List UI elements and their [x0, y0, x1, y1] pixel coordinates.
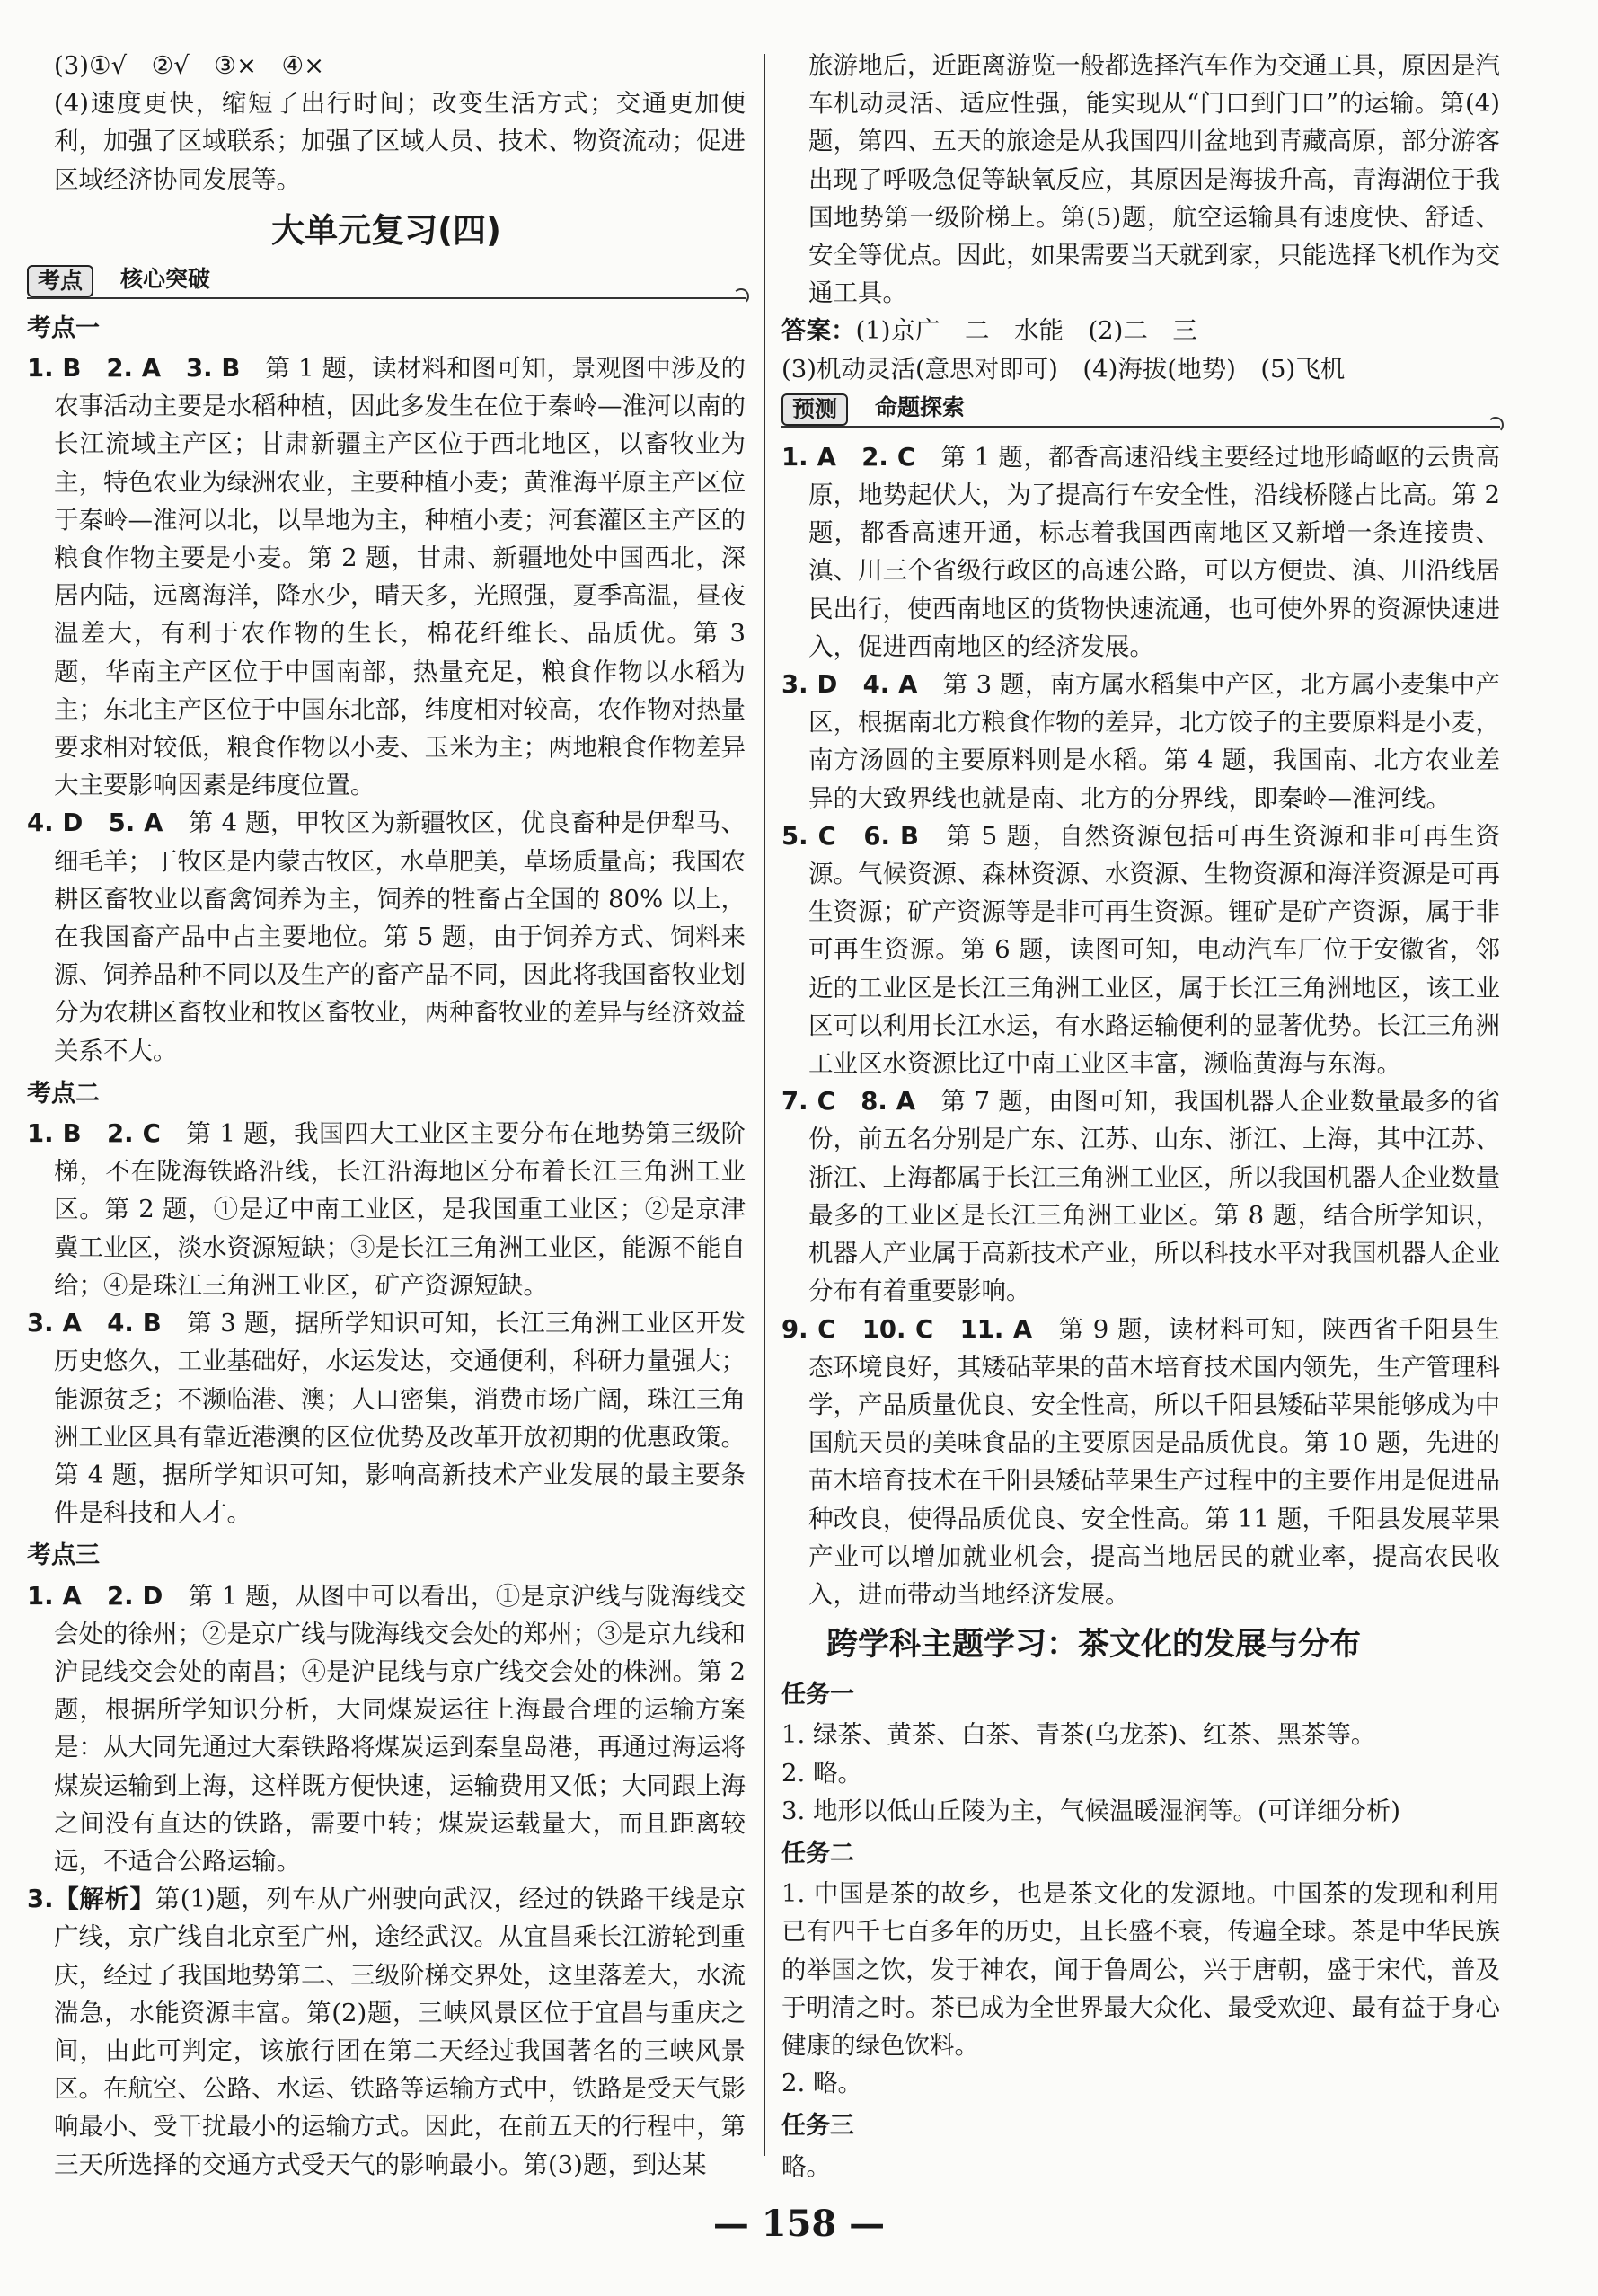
- task-1-item-2: 2. 略。: [781, 1758, 862, 1788]
- explanation: 第 1 题，都香高速沿线主要经过地形崎岖的云贵高原，地势起伏大，为了提高行车安全性，沿线桥隧占比高。第 2 题，都香高速开通，标志着我国西南地区又新增一条连接贵、滇、川三个省级行政区的高速公路，可以方便贵、滇、川沿线居民出行，使西南地区的货物快速流通，也可使外界的资源快速进入，促进西南地区的经济发展。: [808, 442, 1501, 661]
- explanation: 第 5 题，自然资源包括可再生资源和非可再生资源。气候资源、森林资源、水资源、生物资源和海洋资源是可再生资源；矿产资源等是非可再生资源。锂矿是矿产资源，属于非可再生资源。第 6 题，读图可知，电动汽车厂位于安徽省，邻近的工业区是长江三角洲工业区，属于长江三角洲地区，该工业区可以利用长江水运，有水路运输便利的显著优势。长江三角洲工业区水资源比辽中南工业区丰富，濒临黄海与东海。: [808, 821, 1501, 1079]
- banner-tag: 考点: [27, 265, 93, 297]
- intro-line-1: (3)①√ ②√ ③× ④×: [54, 51, 325, 80]
- prediction-banner: [781, 390, 1500, 431]
- pred-answer-1-2: [781, 438, 1500, 666]
- banner-text: 核心突破: [120, 265, 211, 292]
- pred-answer-5-6: [781, 817, 1500, 1082]
- right-column: [781, 47, 1500, 2186]
- answer-key: 1. B 2. C: [27, 1119, 161, 1149]
- banner-curl-icon: [1488, 417, 1504, 433]
- answer-line-1: [781, 312, 1500, 349]
- kd3-answer-1-2: [27, 1577, 746, 1881]
- task-2-title: 任务二: [781, 1839, 854, 1868]
- cross-subject-title: 跨学科主题学习：茶文化的发展与分布: [826, 1627, 1362, 1664]
- explanation: 第 9 题，读材料可知，陕西省千阳县生态环境良好，其矮砧苹果的苗木培育技术国内领先，生产管理科学，产品质量优良、安全性高，所以千阳县矮砧苹果能够成为中国航天员的美味食品的主要原因是品质优良。第 10 题，先进的苗木培育技术在千阳县矮砧苹果生产过程中的主要作用是促进品种改良，使得品质优良、安全性高。第 11 题，千阳县发展苹果产业可以增加就业机会，提高当地居民的就业率，提高农民收入，进而带动当地经济发展。: [808, 1314, 1500, 1609]
- task-2-item-1: 1. 中国是茶的故乡，也是茶文化的发源地。中国茶的发现和利用已有四千七百多年的历史，且长盛不衰，传遍全球。茶是中华民族的举国之饮，发于神农，闻于鲁周公，兴于唐朝，盛于宋代，普及于明清之时。茶已成为全世界最大众化、最受欢迎、最有益于身心健康的绿色饮料。: [781, 1879, 1500, 2060]
- pred-answer-7-8: [781, 1082, 1500, 1310]
- task-1-item-3: 3. 地形以低山丘陵为主，气候温暖湿润等。(可详细分析): [781, 1796, 1400, 1825]
- banner-curl-icon: [733, 288, 749, 305]
- intro-line-2: (4)速度更快，缩短了出行时间；改变生活方式；交通更加便利，加强了区域联系；加强了区域人员、技术、物资流动；促进区域经济协同发展等。: [54, 89, 746, 194]
- answer-key: 3. D 4. A: [781, 670, 918, 700]
- answer-key: 3.【解析】: [27, 1885, 155, 1914]
- banner-tag: 预测: [781, 393, 848, 426]
- answer-key: 7. C 8. A: [781, 1087, 916, 1117]
- continued-explanation: 旅游地后，近距离游览一般都选择汽车作为交通工具，原因是汽车机动灵活、适应性强，能实现从“门口到门口”的运输。第(4)题，第四、五天的旅途是从我国四川盆地到青藏高原，部分游客出现了呼吸急促等缺氧反应，其原因是海拔升高，青海湖位于我国地势第一级阶梯上。第(5)题，航空运输具有速度快、舒适、安全等优点。因此，如果需要当天就到家，只能选择飞机作为交通工具。: [808, 51, 1500, 308]
- column-divider: [764, 54, 765, 2156]
- kd2-answer-1-2: [27, 1115, 746, 1304]
- pred-answer-9-11: [781, 1311, 1500, 1614]
- answer-label: 答案：: [781, 316, 856, 346]
- left-column: [27, 47, 746, 2184]
- answer-values-2: (3)机动灵活(意思对即可) (4)海拔(地势) (5)飞机: [781, 354, 1346, 384]
- kaodian-2-title: 考点二: [27, 1079, 100, 1108]
- explanation: 第 3 题，南方属水稻集中产区，北方属小麦集中产区，根据南北方粮食作物的差异，北方饺子的主要原料是小麦，南方汤圆的主要原料则是水稻。第 4 题，我国南、北方农业差异的大致界线也就是南、北方的分界线，即秦岭—淮河线。: [808, 670, 1501, 813]
- task-2-item-2: 2. 略。: [781, 2069, 862, 2098]
- explanation: 第 3 题，据所学知识可知，长江三角洲工业区开发历史悠久，工业基础好，水运发达，交通便利，科研力量强大；能源贫乏；不濒临港、澳；人口密集，消费市场广阔，珠江三角洲工业区具有靠近港澳的区位优势及改革开放初期的优惠政策。第 4 题，据所学知识可知，影响高新技术产业发展的最主要条件是科技和人才。: [54, 1309, 746, 1528]
- explanation: 第 4 题，甲牧区为新疆牧区，优良畜种是伊犁马、细毛羊；丁牧区是内蒙古牧区，水草肥美，草场质量高；我国农耕区畜牧业以畜禽饲养为主，饲养的牲畜占全国的 80% 以上，在我国畜产品中占主要地位。第 5 题，由于饲养方式、饲料来源、饲养品种不同以及生产的畜产品不同，因此将我国畜牧业划分为农耕区畜牧业和牧区畜牧业，两种畜牧业的差异与经济效益关系不大。: [54, 808, 746, 1065]
- explanation: 第(1)题，列车从广州驶向武汉，经过的铁路干线是京广线，京广线自北京至广州，途经武汉。从宜昌乘长江游轮到重庆，经过了我国地势第二、三级阶梯交界处，这里落差大，水流湍急，水能资源丰富。第(2)题，三峡风景区位于宜昌与重庆之间，由此可判定，该旅行团在第二天经过我国著名的三峡风景区。在航空、公路、水运、铁路等运输方式中，铁路是受天气影响最小、受干扰最小的运输方式。因此，在前五天的行程中，第三天所选择的交通方式受天气的影响最小。第(3)题，到达某: [54, 1885, 746, 2179]
- unit-title: 大单元复习(四): [271, 210, 501, 250]
- answer-key: 4. D 5. A: [27, 808, 163, 838]
- explanation: 第 1 题，读材料和图可知，景观图中涉及的农事活动主要是水稻种植，因此多发生在位于秦岭—淮河以南的长江流域主产区；甘肃新疆主产区位于西北地区，以畜牧业为主，特色农业为绿洲农业，主要种植小麦；黄淮海平原主产区位于秦岭—淮河以北，以旱地为主，种植小麦；河套灌区主产区的粮食作物主要是小麦。第 2 题，甘肃、新疆地处中国西北，深居内陆，远离海洋，降水少，晴天多，光照强，夏季高温，昼夜温差大，有利于农作物的生长，棉花纤维长、品质优。第 3 题，华南主产区位于中国南部，热量充足，粮食作物以水稻为主；东北主产区位于中国东北部，纬度相对较高，农作物对热量要求相对较低，粮食作物以小麦、玉米为主；两地粮食作物差异大主要影响因素是纬度位置。: [54, 354, 746, 800]
- kd1-answer-1-3: [27, 349, 746, 804]
- task-3-title: 任务三: [781, 2112, 854, 2141]
- kd2-answer-3-4: [27, 1304, 746, 1532]
- answer-key: 1. B 2. A 3. B: [27, 354, 241, 384]
- explanation: 第 1 题，从图中可以看出，①是京沪线与陇海线交会处的徐州；②是京广线与陇海线交会处的郑州；③是京九线和沪昆线交会处的南昌；④是沪昆线与京广线交会处的株洲。第 2 题，根据所学知识分析，大同煤炭运往上海最合理的运输方案是：从大同先通过大秦铁路将煤炭运到秦皇岛港，再通过海运将煤炭运输到上海，这样既方便快速，运输费用又低；大同跟上海之间没有直达的铁路，需要中转；煤炭运载量大，而且距离较远，不适合公路运输。: [54, 1581, 746, 1876]
- answer-key: 1. A 2. D: [27, 1581, 163, 1611]
- kd1-answer-4-5: [27, 804, 746, 1069]
- core-breakthrough-banner: [27, 261, 746, 303]
- pred-answer-3-4: [781, 666, 1500, 817]
- banner-text: 命题探索: [875, 393, 966, 420]
- answer-key: 1. A 2. C: [781, 442, 916, 472]
- banner-underline: [781, 426, 1500, 428]
- answer-values-1: (1)京广 二 水能 (2)二 三: [855, 316, 1197, 346]
- task-3-text: 略。: [781, 2151, 831, 2181]
- kd3-answer-3: [27, 1880, 746, 2184]
- page-number: — 158 —: [712, 2203, 886, 2245]
- explanation: 第 7 题，由图可知，我国机器人企业数量最多的省份，前五名分别是广东、江苏、山东、浙江、上海，其中江苏、浙江、上海都属于长江三角洲工业区，所以我国机器人企业数量最多的工业区是长江三角洲工业区。第 8 题，结合所学知识，机器人产业属于高新技术产业，所以科技水平对我国机器人企业分布有着重要影响。: [808, 1087, 1501, 1306]
- kaodian-3-title: 考点三: [27, 1541, 100, 1570]
- answer-key: 3. A 4. B: [27, 1309, 162, 1338]
- task-1-title: 任务一: [781, 1681, 854, 1709]
- task-1-item-1: 1. 绿茶、黄茶、白茶、青茶(乌龙茶)、红茶、黑茶等。: [781, 1720, 1376, 1750]
- answer-key: 9. C 10. C 11. A: [781, 1314, 1033, 1344]
- kaodian-1-title: 考点一: [27, 313, 100, 342]
- answer-key: 5. C 6. B: [781, 821, 919, 851]
- explanation: 第 1 题，我国四大工业区主要分布在地势第三级阶梯，不在陇海铁路沿线，长江沿海地区分布着长江三角洲工业区。第 2 题，①是辽中南工业区，是我国重工业区；②是京津冀工业区，淡水资源短缺；③是长江三角洲工业区，能源不能自给；④是珠江三角洲工业区，矿产资源短缺。: [54, 1119, 746, 1300]
- banner-underline: [27, 297, 746, 299]
